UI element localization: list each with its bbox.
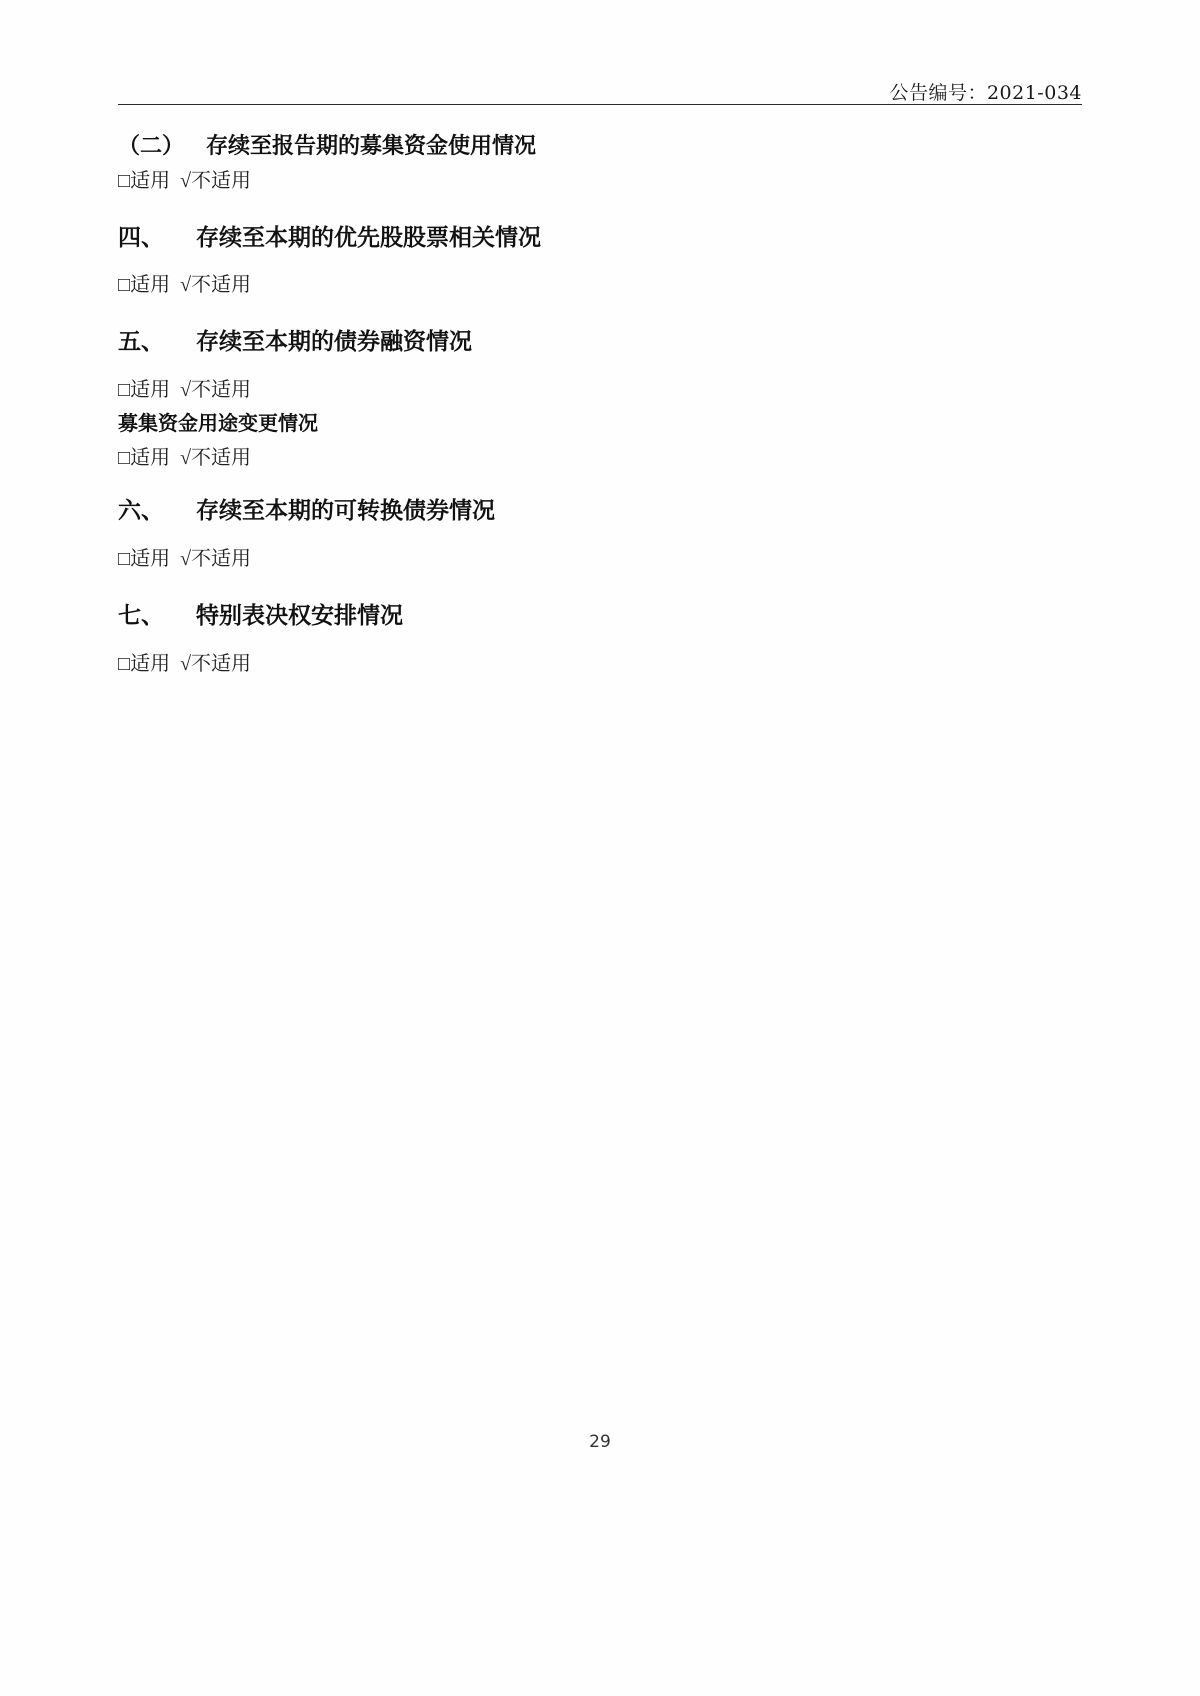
- section-number: 四、: [118, 224, 164, 250]
- page-number: 29: [589, 1432, 611, 1452]
- applicability-6: □适用 √不适用: [118, 547, 252, 570]
- subsection-label-fund-usage-change: 募集资金用途变更情况: [118, 413, 318, 435]
- section-title: 存续至本期的债券融资情况: [196, 329, 472, 355]
- applicability-5: □适用 √不适用: [118, 379, 252, 401]
- applicability-4: □适用 √不适用: [118, 274, 252, 297]
- applicability-2: □适用 √不适用: [118, 169, 252, 192]
- section-heading-4: [118, 224, 1082, 253]
- applicability-7: □适用 √不适用: [118, 652, 252, 675]
- section-heading-2: [118, 132, 1082, 160]
- section-number: 五、: [118, 329, 164, 355]
- page-header-notice-number: 公告编号：2021-034: [889, 82, 1082, 104]
- section-title: 特别表决权安排情况: [196, 602, 403, 628]
- section-heading-5: [118, 328, 1082, 357]
- document-body: [118, 132, 1082, 677]
- section-number: （二）: [118, 133, 185, 158]
- applicability-5-sub: □适用 √不适用: [118, 447, 252, 469]
- section-heading-6: [118, 497, 1082, 526]
- section-title: 存续至报告期的募集资金使用情况: [206, 133, 537, 158]
- section-title: 存续至本期的优先股股票相关情况: [196, 224, 541, 250]
- section-number: 七、: [118, 602, 164, 628]
- section-title: 存续至本期的可转换债券情况: [196, 498, 495, 523]
- section-number: 六、: [118, 498, 164, 523]
- section-heading-7: [118, 602, 1082, 631]
- header-divider: [118, 104, 1082, 105]
